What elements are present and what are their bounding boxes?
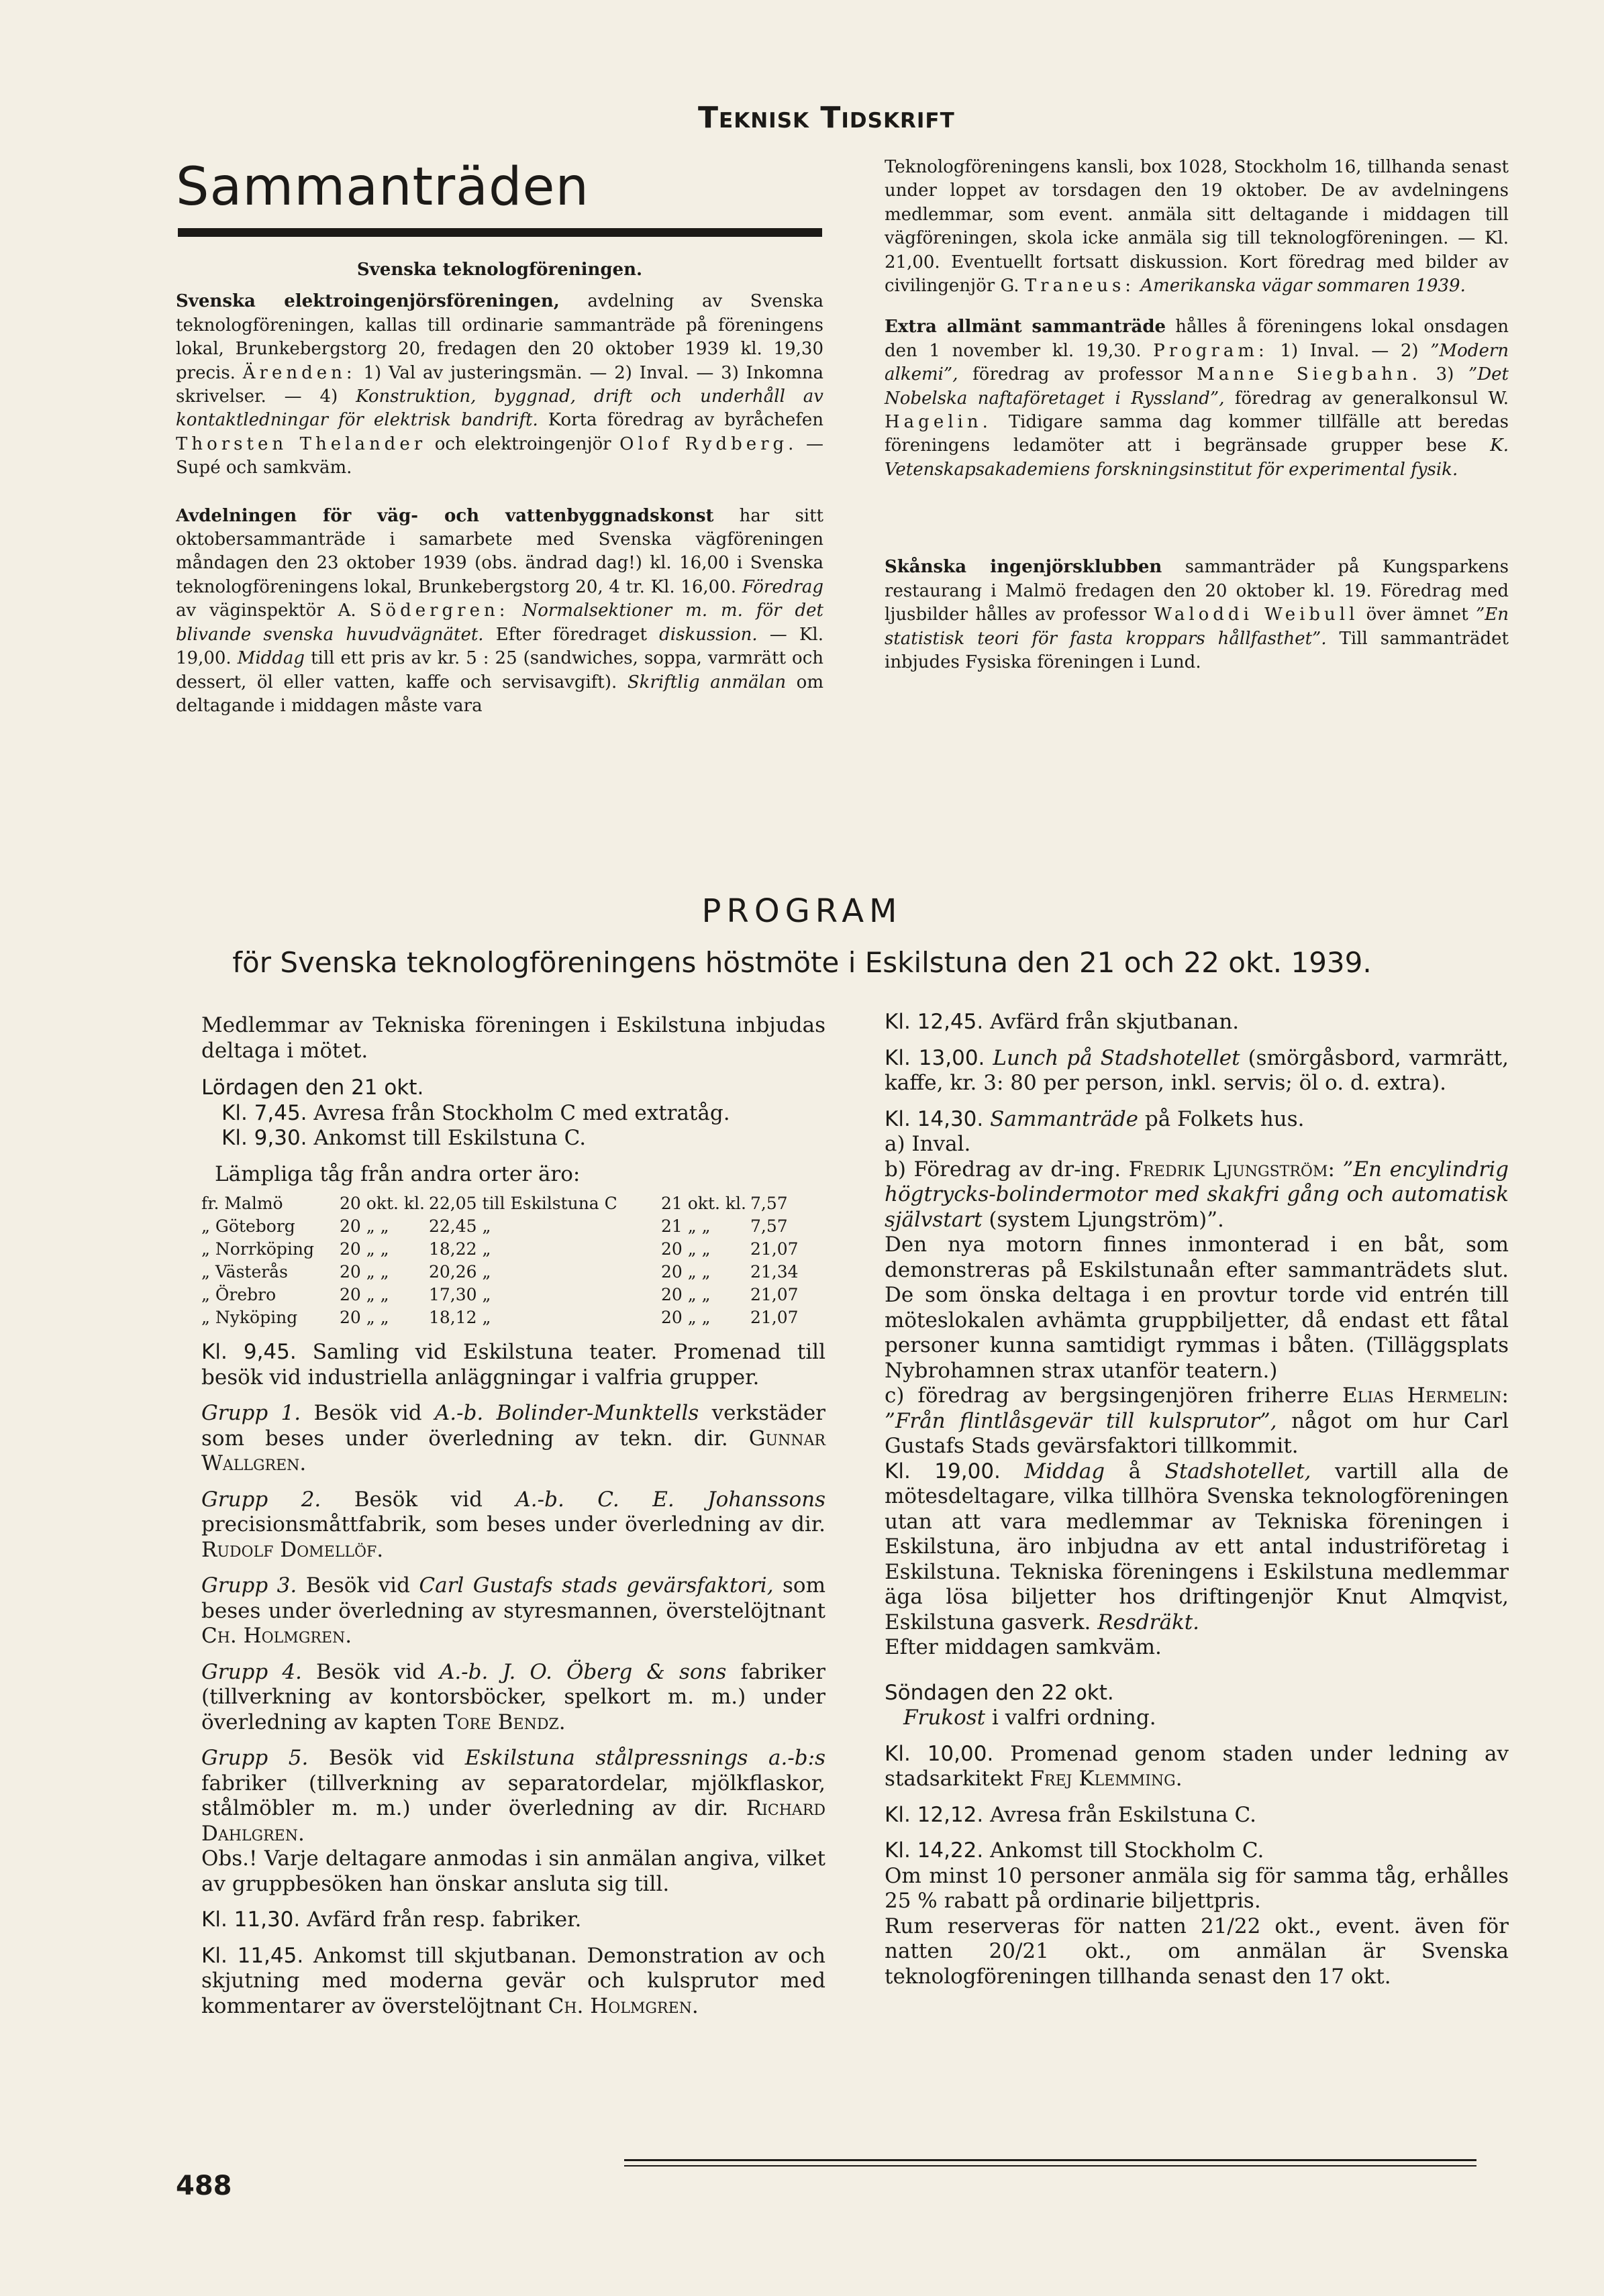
- group-label: Grupp 1.: [201, 1401, 301, 1425]
- person-name: Fredrik Ljungström:: [1128, 1157, 1335, 1182]
- text: Stadshotellet,: [1164, 1459, 1311, 1483]
- text: A.-b. C. E. Johanssons: [515, 1487, 825, 1512]
- lead: Avdelningen för väg- och vattenbyggnadskonst: [176, 505, 714, 526]
- text: Till sammanträdet inbjudes Fysiska föreningen i Lund.: [885, 628, 1509, 672]
- person-name: Gunnar Wallgren.: [201, 1426, 825, 1475]
- text: K. Vetenskapsakademiens forskningsinstitut för experimental fysik.: [885, 435, 1509, 480]
- person-name: Manne Siegbahn.: [1197, 364, 1421, 385]
- train-cell: 20,26 „: [429, 1262, 491, 1282]
- text: Avresa från Eskilstuna C.: [983, 1802, 1257, 1827]
- train-row: [201, 1306, 803, 1329]
- text: 1) Val av justeringsmän. — 2) Inval. — 3) Inkomna skrivelser. — 4): [176, 362, 823, 407]
- text: [509, 601, 523, 621]
- section-rule: [178, 228, 822, 237]
- text: Promenad genom staden under ledning av stadsarkitekt: [885, 1741, 1509, 1791]
- text: över ämnet: [1358, 605, 1476, 625]
- train-cell: 20 „ „: [340, 1262, 389, 1282]
- train-cell: 18,12 „: [429, 1308, 491, 1327]
- text: föredrag av generalkonsul W.: [1224, 388, 1509, 409]
- schedule-item: [885, 1706, 1509, 1731]
- text: Ankomst till Eskilstuna C.: [307, 1126, 587, 1150]
- train-row: [201, 1215, 803, 1238]
- time: Kl. 14,22.: [885, 1838, 984, 1863]
- group-label: Grupp 3.: [201, 1573, 297, 1598]
- train-cell: 20 „ „: [661, 1239, 711, 1259]
- text: Efter föredraget: [483, 624, 660, 645]
- text: Om minst 10 personer anmäla sig för samma tåg, erhålles 25 % rabatt på ordinarie biljettpris.: [885, 1863, 1509, 1913]
- time: Kl. 13,00.: [885, 1045, 985, 1070]
- text: ”En statistisk teori för fasta kroppars hållfasthet”.: [885, 605, 1509, 649]
- text: vartill alla de mötesdeltagare, vilka tillhöra Svenska teknologföreningen utan att vara medlemmar av Tekniska föreningen i Eskilstuna, äro inbjudna av ett antal industriföretag i Eskilstuna. Tekniska föreningens i Eskilstuna medlemmar äga lösa biljetter hos driftingenjör Knut Almqvist, Eskilstuna gasverk.: [885, 1459, 1509, 1634]
- text: något om hur Carl Gustafs Stads gevärsfaktori tillkommit.: [885, 1408, 1509, 1458]
- text: fabriker (tillverkning av separatordelar, mjölkflaskor, stålmöbler m. m.) under överledning av dir.: [201, 1771, 825, 1820]
- text: 1) Inval. — 2): [1268, 340, 1431, 361]
- text: har sitt oktobersammanträde i samarbete med Svenska vägföreningen måndagen den 23 oktober 1939 (obs. ändrad dag!) kl. 16,00 i Svenska teknologföreningens lokal, Brunkebergstorg 20, 4 tr. Kl. 16,00.: [176, 505, 823, 597]
- schedule-item: [885, 1459, 1509, 1636]
- text: Efter middagen samkväm.: [885, 1635, 1162, 1659]
- text: Avfärd från resp. fabriker.: [300, 1908, 582, 1932]
- train-cell: 21,34: [750, 1262, 799, 1282]
- text: som beses under överledning av styresmannen, överstelöjtnant: [201, 1573, 825, 1623]
- train-cell: 22,05 till Eskilstuna C: [429, 1194, 617, 1213]
- text: Sammanträde: [983, 1106, 1139, 1131]
- text: Middag: [1000, 1459, 1105, 1483]
- group-2: [201, 1488, 825, 1563]
- intro: Medlemmar av Tekniska föreningen i Eskilstuna inbjudas deltaga i mötet.: [201, 1013, 825, 1063]
- schedule-item: [885, 1107, 1509, 1133]
- time: Kl. 10,00.: [885, 1741, 994, 1766]
- text: Samling vid Eskilstuna teater. Promenad till besök vid industriella anläggningar i valfria grupper.: [201, 1340, 826, 1390]
- train-cell: 20 „ „: [340, 1308, 389, 1327]
- time: Kl. 9,45.: [201, 1340, 297, 1364]
- journal-header: Teknisk Tidskrift: [698, 101, 955, 135]
- text: Konstruktion, byggnad, drift och underhåll av kontaktledningar för elektrisk bandrift.: [176, 386, 823, 431]
- text: — Supé och samkväm.: [176, 433, 824, 478]
- time: Kl. 7,45.: [221, 1100, 307, 1125]
- person-name: Hagelin.: [885, 412, 992, 433]
- text: och elektroingenjör: [426, 433, 620, 454]
- text: 3): [1421, 364, 1469, 385]
- group-5: [201, 1746, 825, 1846]
- text: till ett pris av kr. 5 : 25 (sandwiches, soppa, varmrätt och dessert, öl eller vatten, kaffe och servisavgift).: [176, 648, 823, 692]
- person-name: Rudolf Domellöf.: [201, 1537, 384, 1562]
- text: Amerikanska vägar sommaren 1939.: [1135, 276, 1466, 297]
- lead: Skånska ingenjörsklubben: [885, 557, 1162, 578]
- time: Kl. 11,30.: [201, 1908, 301, 1932]
- program-subtitle: för Svenska teknologföreningens höstmöte i Eskilstuna den 21 och 22 okt. 1939.: [232, 946, 1372, 979]
- text: Resdräkt.: [1097, 1610, 1200, 1634]
- text: — Kl. 19,00.: [176, 624, 823, 669]
- train-cell: 17,30 „: [429, 1285, 491, 1304]
- schedule-item: [885, 1010, 1509, 1035]
- agenda-a: a) Inval.: [885, 1132, 971, 1156]
- text: om deltagande i middagen måste vara: [176, 672, 823, 716]
- text: Normalsektioner m. m. för det blivande svenska huvudvägnätet.: [176, 601, 824, 645]
- text: Avresa från Stockholm C med extratåg.: [307, 1100, 730, 1125]
- text: fabriker (tillverkning av kontorsböcker, spelkort m. m.) under överledning av kapten: [201, 1659, 825, 1734]
- train-cell: „ Nyköping: [201, 1308, 298, 1327]
- text: av väginspektör A.: [176, 601, 370, 621]
- text: å: [1105, 1459, 1165, 1483]
- lead: Svenska elektroingenjörsföreningen,: [176, 291, 560, 312]
- group-3: [201, 1573, 825, 1649]
- left-column: [176, 258, 823, 718]
- person-name: Ch. Holmgren.: [548, 1993, 699, 2018]
- person-name: Traneus:: [1024, 276, 1136, 297]
- text: A.-b. Bolinder-Munktells: [434, 1401, 699, 1425]
- text: avdelning av Svenska teknologföreningen, kallas till ordinarie sammanträde på föreningens lokal, Brunkebergstorg 20, fredagen den 20 oktober 1939 kl. 19,30 precis.: [176, 291, 823, 383]
- train-row: [201, 1238, 803, 1261]
- paragraph-skanska: [885, 556, 1509, 674]
- time: Kl. 9,30.: [221, 1126, 307, 1150]
- train-cell: „ Örebro: [201, 1285, 277, 1304]
- train-cell: 20 „ „: [340, 1239, 389, 1259]
- agenda-note: Den nya motorn finnes inmonterad i en båt, som demonstreras på Eskilstunaån efter sammanträdets slut. De som önska deltaga i en provtur torde vid entrén till möteslokalen avhämta gruppbiljetter, då endast ett fåtal personer kunna samtidigt rymmas i båten. (Tilläggsplats Nybrohamnen strax utanför teatern.): [885, 1233, 1509, 1383]
- time: Kl. 12,12.: [885, 1802, 984, 1827]
- schedule-item: [885, 1803, 1509, 1828]
- text: diskussion.: [659, 624, 758, 645]
- schedule-item: [885, 1838, 1509, 1864]
- text: Skriftlig anmälan: [627, 672, 787, 692]
- agenda-c: [885, 1384, 1509, 1459]
- obs-note: Obs.! Varje deltagare anmodas i sin anmälan angiva, vilket av gruppbesöken han önskar ansluta sig till.: [201, 1846, 825, 1896]
- person-name: Frej Klemming.: [1030, 1767, 1183, 1791]
- train-cell: 20 „ „: [661, 1308, 711, 1327]
- person-name: Richard Dahlgren.: [201, 1796, 825, 1846]
- text: på Folkets hus.: [1138, 1106, 1305, 1131]
- text: (system Ljungström)”.: [982, 1207, 1224, 1232]
- subhead: Svenska teknologföreningen.: [356, 260, 643, 280]
- train-row: [201, 1284, 803, 1306]
- train-cell: 21,07: [750, 1239, 799, 1259]
- trains-table: [201, 1192, 803, 1329]
- day-heading: Lördagen den 21 okt.: [201, 1076, 424, 1100]
- train-cell: „ Västerås: [201, 1262, 288, 1282]
- time: Kl. 12,45.: [885, 1010, 984, 1034]
- person-name: Waloddi Weibull: [1154, 605, 1359, 625]
- train-row: [201, 1192, 803, 1215]
- train-cell: 20 „ „: [340, 1285, 389, 1304]
- text: Besök vid: [297, 1573, 419, 1598]
- text: verkstäder som beses under överledning av tekn. dir.: [201, 1401, 825, 1451]
- section-title: Sammanträden: [176, 157, 589, 217]
- train-cell: 7,57: [750, 1194, 788, 1213]
- text: ”Från flintlåsgevär till kulsprutor”,: [885, 1408, 1277, 1433]
- text: Program:: [1153, 340, 1268, 361]
- train-cell: „ Norrköping: [201, 1239, 315, 1259]
- program-left-column: [201, 1013, 825, 2019]
- text: Besök vid: [321, 1487, 516, 1512]
- schedule-item: [201, 1908, 825, 1933]
- text: Besök vid: [301, 1659, 440, 1684]
- text: precisionsmåttfabrik, som beses under överledning av dir.: [201, 1512, 825, 1536]
- text: Rum reserveras för natten 21/22 okt., event. även för natten 20/21 okt., om anmälan är Svenska teknologföreningen tillhanda senast den 17 okt.: [885, 1914, 1509, 1989]
- paragraph-kansli: [885, 156, 1509, 298]
- text: i valfri ordning.: [985, 1706, 1156, 1730]
- paragraph-elektro: [176, 290, 823, 480]
- text: hålles å föreningens lokal onsdagen den 1 november kl. 19,30.: [885, 317, 1509, 361]
- time: Kl. 14,30.: [885, 1106, 984, 1131]
- train-row: [201, 1261, 803, 1284]
- trains-heading: Lämpliga tåg från andra orter äro:: [215, 1161, 581, 1186]
- group-label: Grupp 4.: [201, 1659, 302, 1684]
- train-cell: 20 okt. kl.: [340, 1194, 425, 1213]
- text: Teknologföreningens kansli, box 1028, Stockholm 16, tillhanda senast under loppet av torsdagen den 19 oktober. De av avdelningens medlemmar, som event. anmäla sitt deltagande i middagen till vägföreningen, skola icke anmäla sig till teknologföreningen. — Kl. 21,00. Eventuellt fortsatt diskussion. Kort föredrag med bilder av civilingenjör G.: [885, 157, 1509, 297]
- schedule-item: [201, 1126, 825, 1151]
- train-cell: 18,22 „: [429, 1239, 491, 1259]
- text: Besök vid: [308, 1746, 465, 1770]
- group-4: [201, 1660, 825, 1736]
- schedule-item: [885, 1046, 1509, 1096]
- right-column: [885, 156, 1509, 674]
- train-cell: fr. Malmö: [201, 1194, 283, 1213]
- train-cell: 20 „ „: [661, 1262, 711, 1282]
- bottom-rule: [624, 2159, 1476, 2161]
- day-heading: Söndagen den 22 okt.: [885, 1680, 1114, 1705]
- person-name: Thorsten Thelander: [176, 433, 427, 454]
- text: Tidigare samma dag kommer tillfälle att beredas föreningens ledamöter att i begränsade grupper bese: [885, 412, 1509, 456]
- person-name: Elias Hermelin:: [1342, 1384, 1509, 1408]
- schedule-item: [201, 1101, 825, 1127]
- text: c) föredrag av bergsingenjören friherre: [885, 1384, 1342, 1408]
- train-cell: 7,57: [750, 1216, 788, 1236]
- schedule-item: [201, 1944, 825, 2020]
- person-name: Tore Bendz.: [443, 1710, 566, 1734]
- text: ”En encylindrig högtrycks-bolindermotor med skakfri gång och automatisk självstart: [885, 1157, 1509, 1232]
- train-cell: 21,07: [750, 1285, 799, 1304]
- text: Lunch på Stadshotellet: [985, 1045, 1240, 1070]
- page-number: 488: [176, 2171, 232, 2201]
- schedule-item: [885, 1742, 1509, 1792]
- text: Ankomst till Stockholm C.: [983, 1838, 1264, 1863]
- text: ”Det Nobelska naftaföretaget i Ryssland”,: [885, 364, 1509, 409]
- person-name: Södergren:: [369, 601, 509, 621]
- text: Eskilstuna stålpressnings a.-b:s: [464, 1746, 826, 1770]
- person-name: Olof Rydberg.: [619, 433, 798, 454]
- program-right-column: [885, 1010, 1509, 1989]
- text: A.-b. J. O. Öberg & sons: [439, 1659, 727, 1684]
- text: Korta föredrag av byråchefen: [538, 410, 823, 431]
- bottom-rule: [624, 2165, 1476, 2167]
- text: Ärenden:: [242, 362, 356, 383]
- text: Frukost: [903, 1706, 986, 1730]
- train-cell: 20 „ „: [661, 1285, 711, 1304]
- train-cell: 21 okt. kl.: [661, 1194, 746, 1213]
- program-title: PROGRAM: [701, 892, 903, 930]
- time: Kl. 19,00.: [885, 1459, 1001, 1483]
- text: Ankomst till skjutbanan. Demonstration av och skjutning med moderna gevär och kulsprutor med kommentarer av överstelöjtnant: [201, 1943, 825, 2018]
- text: Carl Gustafs stads gevärsfaktori,: [419, 1573, 774, 1598]
- text: Middag: [237, 648, 305, 669]
- lead: Extra allmänt sammanträde: [885, 317, 1166, 337]
- group-label: Grupp 5.: [201, 1746, 309, 1770]
- text: ”Modern alkemi”,: [885, 340, 1509, 385]
- group-1: [201, 1401, 825, 1477]
- paragraph-extra: [885, 315, 1509, 482]
- text: Föredrag: [742, 576, 823, 597]
- schedule-item: [201, 1340, 825, 1390]
- train-cell: 22,45 „: [429, 1216, 491, 1236]
- person-name: Ch. Holmgren.: [201, 1624, 352, 1648]
- train-cell: 20 „ „: [340, 1216, 389, 1236]
- text: b) Föredrag av dr-ing.: [885, 1157, 1129, 1182]
- text: (smörgåsbord, varmrätt, kaffe, kr. 3: 80 per person, inkl. servis; öl o. d. extra).: [885, 1045, 1509, 1095]
- text: Besök vid: [301, 1401, 435, 1425]
- text: föredrag av professor: [958, 364, 1197, 385]
- train-cell: 21,07: [750, 1308, 799, 1327]
- train-cell: „ Göteborg: [201, 1216, 295, 1236]
- paragraph-vag: [176, 505, 823, 719]
- agenda-b: [885, 1157, 1509, 1233]
- time: Kl. 11,45.: [201, 1943, 304, 1968]
- group-label: Grupp 2.: [201, 1487, 321, 1512]
- train-cell: 21 „ „: [661, 1216, 711, 1236]
- text: Avfärd från skjutbanan.: [983, 1010, 1240, 1034]
- text: sammanträder på Kungsparkens restaurang i Malmö fredagen den 20 oktober kl. 19. Föredrag med ljusbilder hålles av professor: [885, 557, 1509, 625]
